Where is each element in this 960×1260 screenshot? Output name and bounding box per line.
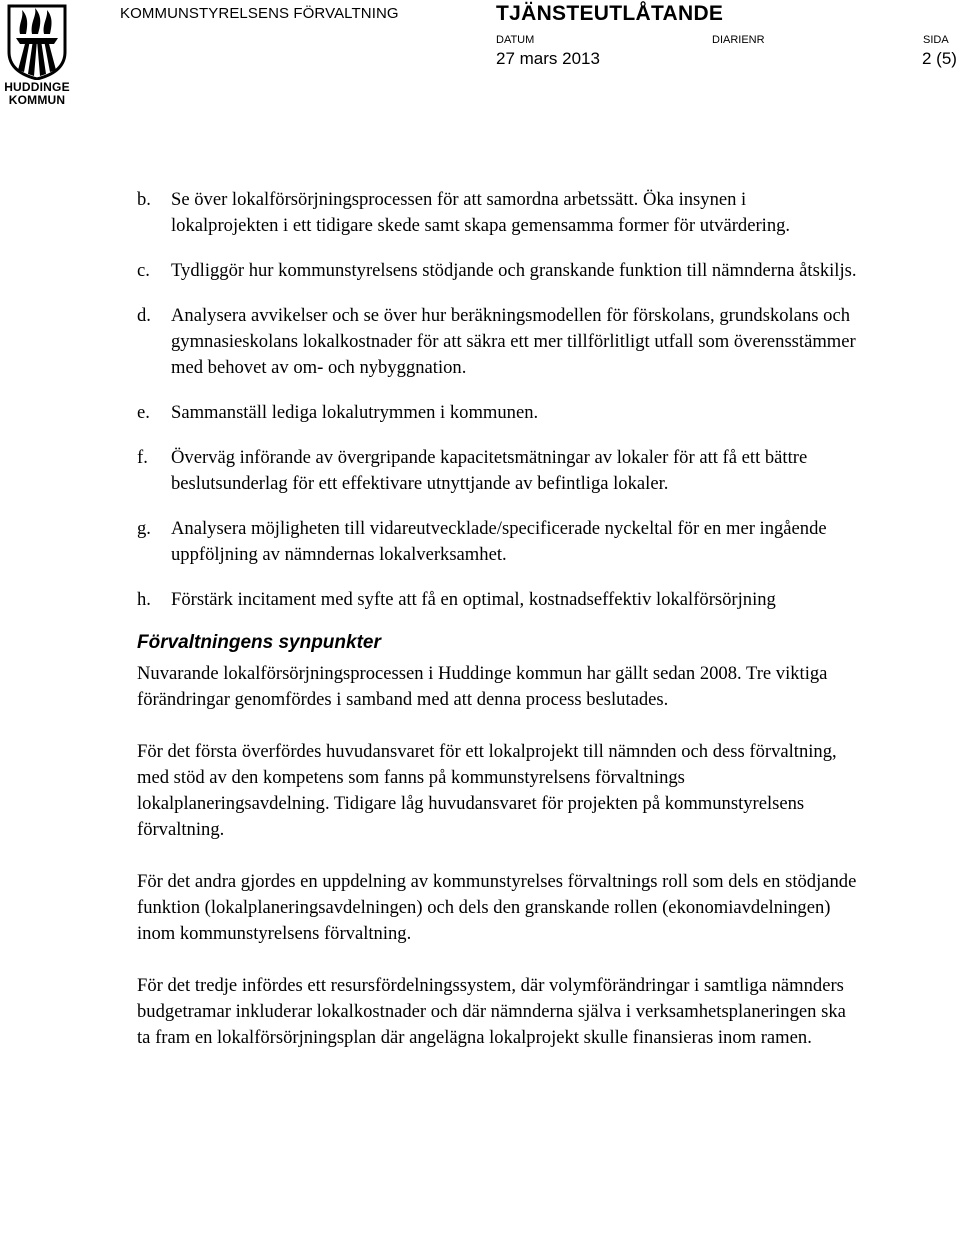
- list-item-text: Förstärk incitament med syfte att få en optimal, kostnadseffektiv lokalförsörjning: [171, 589, 776, 610]
- document-body: [137, 187, 857, 1077]
- paragraph: För det andra gjordes en uppdelning av kommunstyrelses förvaltnings roll som dels en stödjande funktion (lokalplaneringsavdelningen) och dels den granskande rollen (ekonomiavdelningen) inom kommunstyrelsens förvaltning.: [137, 871, 857, 944]
- list-item: [137, 400, 857, 426]
- date-label: DATUM: [496, 34, 535, 46]
- logo-text-huddinge: HUDDINGE: [4, 80, 70, 94]
- reference-label: DIARIENR: [712, 34, 765, 46]
- paragraph: För det tredje infördes ett resursfördelningssystem, där volymförändringar i samtliga nämnders budgetramar inkluderar lokalkostnader och där nämnderna själva i verksamhetsplaneringen ska ta fram en lokalförsörjningsplan där angelägna lokalprojekt skulle finansieras inom ramen.: [137, 975, 846, 1048]
- list-item-text: Analysera avvikelser och se över hur beräkningsmodellen för förskolans, grundskolans och gymnasieskolans lokalkostnader för att säkra ett mer tillförlitligt utfall som överensstämmer med behovet av om- och nybyggnation.: [171, 305, 856, 378]
- list-item: [137, 187, 857, 239]
- page-number: 2 (5): [922, 49, 957, 68]
- document-type: TJÄNSTEUTLÅTANDE: [496, 2, 724, 25]
- list-item-letter: g.: [137, 518, 151, 539]
- list-item: [137, 445, 857, 497]
- list-item: [137, 258, 857, 284]
- list-item: [137, 303, 857, 381]
- page-label: SIDA: [923, 34, 949, 46]
- date-value: 27 mars 2013: [496, 49, 600, 68]
- list-item-letter: d.: [137, 305, 151, 326]
- list-item-letter: b.: [137, 189, 151, 210]
- list-item: [137, 516, 857, 568]
- list-item-text: Analysera möjligheten till vidareutvecklade/specificerade nyckeltal för en mer ingående uppföljning av nämndernas lokalverksamhet.: [171, 518, 827, 565]
- list-item-letter: e.: [137, 402, 150, 423]
- list-item-text: Tydliggör hur kommunstyrelsens stödjande och granskande funktion till nämnderna åtskiljs.: [171, 260, 857, 281]
- list-item-text: Se över lokalförsörjningsprocessen för att samordna arbetssätt. Öka insynen i lokalprojekten i ett tidigare skede samt skapa gemensamma former för utvärdering.: [171, 189, 791, 236]
- list-item: [137, 587, 857, 613]
- logo-text-kommun: KOMMUN: [8, 93, 66, 107]
- list-item-text: Överväg införande av övergripande kapacitetsmätningar av lokaler för att få ett bättre beslutsunderlag för ett effektivare utnyttjande av befintliga lokaler.: [171, 447, 808, 494]
- coat-of-arms-icon: [4, 4, 70, 80]
- list-item-text: Sammanställ lediga lokalutrymmen i kommunen.: [171, 402, 539, 423]
- list-item-letter: f.: [137, 447, 148, 468]
- list-item-letter: c.: [137, 260, 150, 281]
- paragraph: Nuvarande lokalförsörjningsprocessen i Huddinge kommun har gällt sedan 2008. Tre viktiga förändringar genomfördes i samband med att denna process beslutades.: [137, 663, 828, 710]
- municipality-logo: [4, 4, 70, 106]
- paragraph: För det första överfördes huvudansvaret för ett lokalprojekt till nämnden och dess förvaltning, med stöd av den kompetens som fanns på kommunstyrelsens förvaltnings lokalplaneringsavdelning. Tidigare låg huvudansvaret för projekten på kommunstyrelsens förvaltning.: [137, 741, 837, 840]
- list-item-letter: h.: [137, 589, 151, 610]
- section-heading: Förvaltningens synpunkter: [137, 632, 381, 653]
- organization-name: KOMMUNSTYRELSENS FÖRVALTNING: [120, 5, 399, 22]
